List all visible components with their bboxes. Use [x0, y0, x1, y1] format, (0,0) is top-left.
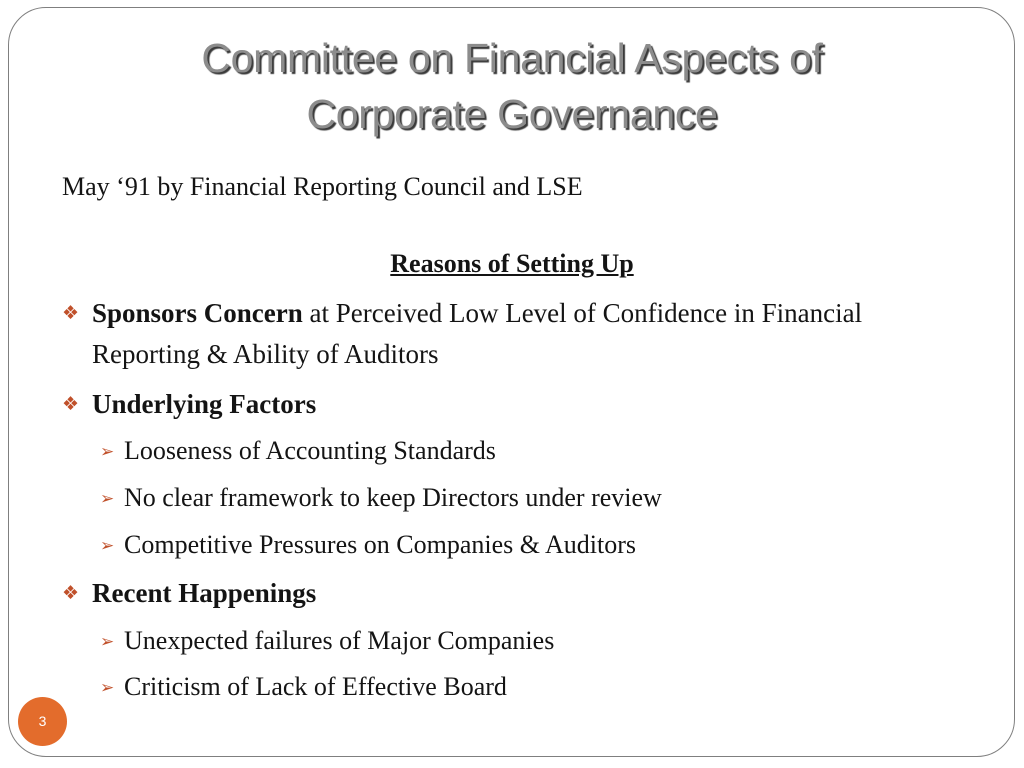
bullet-bold: Underlying Factors [92, 389, 317, 419]
page-number-badge: 3 [18, 697, 67, 746]
bullet-underlying-factors [62, 384, 882, 425]
bullet-rest: at Perceived Low Level of Confidence in Financial Reporting & Ability of Auditors [92, 298, 863, 369]
diamond-bullet-icon: ❖ [62, 302, 80, 324]
subitem-criticism [100, 670, 507, 705]
subitem-text: Looseness of Accounting Standards [124, 436, 496, 465]
subitem-text: No clear framework to keep Directors under review [124, 483, 662, 512]
bullet-text [62, 293, 882, 375]
arrow-bullet-icon: ➢ [100, 536, 115, 556]
subitem-text: Competitive Pressures on Companies & Auditors [124, 530, 637, 559]
bullet-sponsors-concern [62, 293, 882, 375]
subitem-looseness [100, 434, 496, 469]
bullet-text [62, 384, 882, 425]
subtitle: May ‘91 by Financial Reporting Council and LSE [62, 172, 583, 201]
slide-title [60, 30, 964, 142]
diamond-bullet-icon: ❖ [62, 393, 80, 415]
bullet-recent-happenings [62, 573, 882, 614]
subitem-no-framework [100, 481, 662, 516]
arrow-bullet-icon: ➢ [100, 678, 115, 698]
arrow-bullet-icon: ➢ [100, 489, 115, 509]
subitem-unexpected-failures [100, 624, 554, 659]
bullet-bold: Sponsors Concern [92, 298, 303, 328]
subitem-text: Criticism of Lack of Effective Board [124, 672, 507, 701]
bullet-text [62, 573, 882, 614]
arrow-bullet-icon: ➢ [100, 632, 115, 652]
arrow-bullet-icon: ➢ [100, 442, 115, 462]
section-heading: Reasons of Setting Up [390, 249, 634, 278]
title-line-2: Corporate Governance [306, 91, 718, 137]
subitem-text: Unexpected failures of Major Companies [124, 626, 555, 655]
bullet-bold: Recent Happenings [92, 578, 317, 608]
title-line-1: Committee on Financial Aspects of [201, 35, 823, 81]
subitem-competitive-pressures [100, 528, 636, 563]
diamond-bullet-icon: ❖ [62, 582, 80, 604]
